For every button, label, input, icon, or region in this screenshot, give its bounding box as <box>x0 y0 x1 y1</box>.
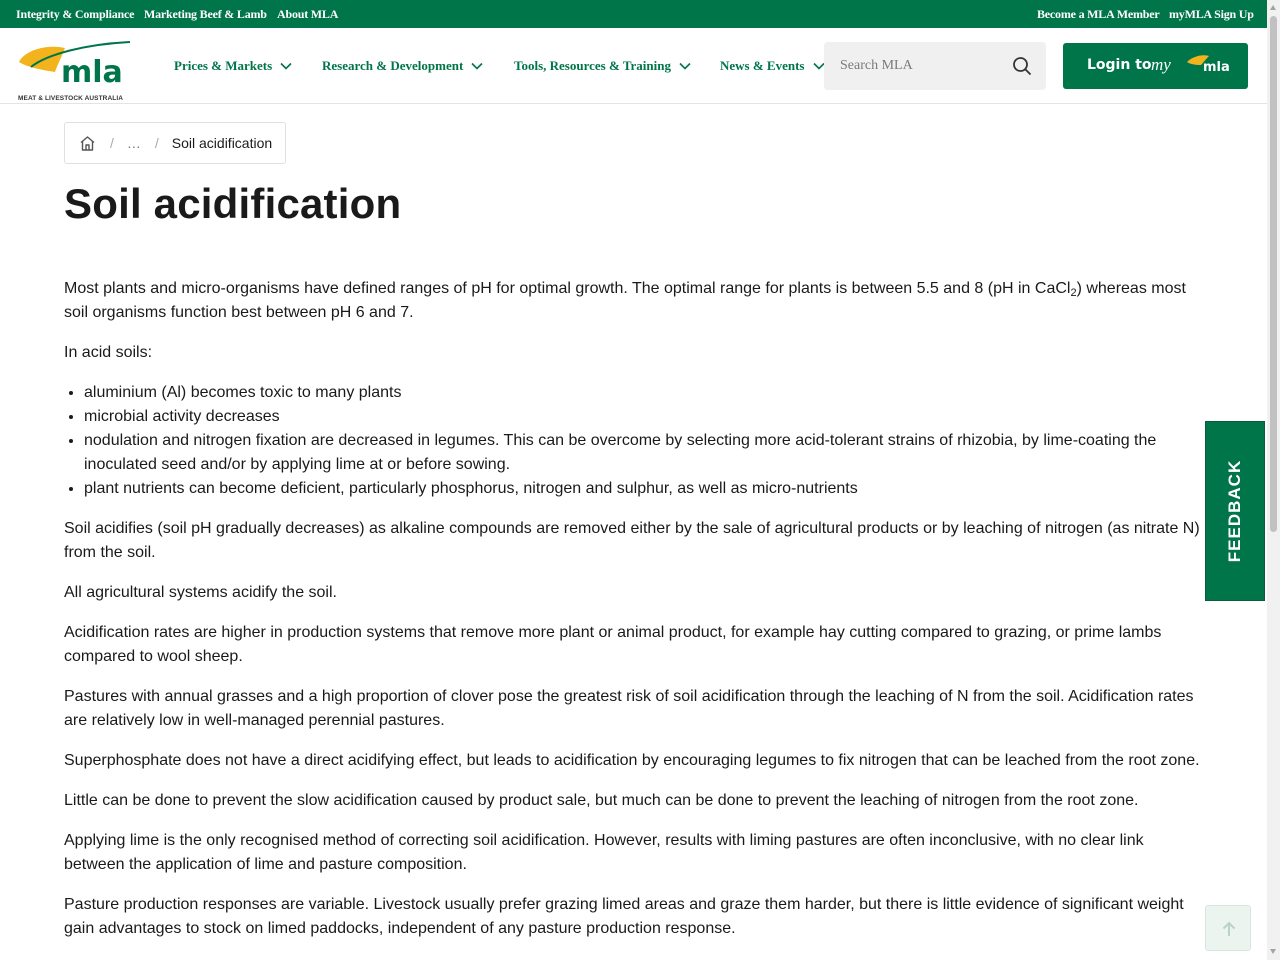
scrollbar-thumb[interactable] <box>1270 16 1277 532</box>
site-header <box>0 28 1267 104</box>
paragraph: Applying lime is the only recognised method of correcting soil acidification. However, results with liming pastures are often inconclusive, with no clear link between the application of lime and pasture composition. <box>64 832 1144 873</box>
chevron-down-icon <box>813 62 825 70</box>
nav-tools-resources-training[interactable] <box>514 58 691 74</box>
nav-tools-resources-training-label: Tools, Resources & Training <box>514 58 671 73</box>
login-mymla-button[interactable] <box>1063 43 1248 89</box>
about-mla-link[interactable]: About MLA <box>277 7 339 21</box>
search-input[interactable] <box>824 42 1004 90</box>
logo-tagline: MEAT & LIVESTOCK AUSTRALIA <box>18 95 124 102</box>
chevron-down-icon <box>280 62 292 70</box>
mla-logo[interactable] <box>17 40 133 102</box>
chevron-down-icon <box>471 62 483 70</box>
breadcrumb <box>64 122 286 164</box>
paragraph: Soil acidifies (soil pH gradually decreases) as alkaline compounds are removed either by the sale of agricultural products or by leaching of nitrogen (as nitrate N) from the soil. <box>64 520 1200 561</box>
paragraph: In acid soils: <box>64 344 153 361</box>
mla-logo-icon <box>17 40 133 94</box>
back-to-top-button[interactable] <box>1205 905 1251 951</box>
mymla-signup-link[interactable]: myMLA Sign Up <box>1169 7 1254 21</box>
login-label: Login to <box>1087 57 1152 73</box>
scroll-down-icon[interactable] <box>1270 949 1276 954</box>
nav-news-events-label: News & Events <box>720 58 805 73</box>
paragraph: Acidification rates are higher in production systems that remove more plant or animal product, for example hay cutting compared to grazing, or prime lambs compared to wool sheep. <box>64 624 1162 665</box>
subscript: 2 <box>1070 287 1077 299</box>
paragraph: Little can be done to prevent the slow acidification caused by product sale, but much can be done to prevent the leaching of nitrogen from the root zone. <box>64 792 1139 809</box>
chevron-down-icon <box>679 62 691 70</box>
login-my-word: my <box>1151 55 1171 74</box>
nav-research-development[interactable] <box>322 58 483 74</box>
integrity-compliance-link[interactable]: Integrity & Compliance <box>16 7 135 21</box>
paragraph-text: ) whereas most soil organisms function best between pH 6 and 7. <box>64 280 1186 321</box>
paragraph: Superphosphate does not have a direct acidifying effect, but leads to acidification by encouraging legumes to fix nitrogen that can be leached from the root zone. <box>64 752 1200 769</box>
nav-research-development-label: Research & Development <box>322 58 464 73</box>
marketing-beef-lamb-link[interactable]: Marketing Beef & Lamb <box>144 7 267 21</box>
utility-bar <box>0 0 1280 28</box>
acid-soil-effects-list <box>84 381 1204 501</box>
list-item: • plant nutrients can become deficient, particularly phosphorus, nitrogen and sulphur, as well as micro-nutrients <box>84 477 1204 501</box>
nav-prices-markets[interactable] <box>174 58 292 74</box>
logo-word: mla <box>61 55 123 90</box>
become-member-link[interactable]: Become a MLA Member <box>1037 7 1160 21</box>
breadcrumb-current: Soil acidification <box>171 135 273 151</box>
home-icon[interactable] <box>79 135 96 152</box>
list-item: • aluminium (Al) becomes toxic to many plants <box>84 381 1204 405</box>
breadcrumb-separator: / <box>154 135 159 151</box>
page-title: Soil acidification <box>64 180 402 227</box>
search-box <box>824 42 1046 90</box>
article-body <box>64 277 1204 957</box>
search-icon[interactable] <box>1012 56 1032 76</box>
feedback-label: FEEDBACK <box>1225 459 1244 563</box>
list-item: • nodulation and nitrogen fixation are decreased in legumes. This can be overcome by selecting more acid-tolerant strains of rhizobia, by lime-coating the inoculated seed and/or by applying lime at or before sowing. <box>84 429 1204 477</box>
paragraph-text: Most plants and micro-organisms have defined ranges of pH for optimal growth. The optimal range for plants is between 5.5 and 8 (pH in CaCl <box>64 280 1071 297</box>
scroll-up-icon[interactable] <box>1270 5 1276 10</box>
paragraph: All agricultural systems acidify the soil. <box>64 584 337 601</box>
breadcrumb-separator: / <box>110 135 114 151</box>
list-item: • microbial activity decreases <box>84 405 1204 429</box>
nav-prices-markets-label: Prices & Markets <box>174 58 273 73</box>
breadcrumb-ellipsis[interactable]: … <box>126 135 141 151</box>
scrollbar[interactable] <box>1267 0 1280 960</box>
paragraph <box>64 277 1204 325</box>
feedback-tab[interactable] <box>1205 421 1265 601</box>
paragraph: Pastures with annual grasses and a high proportion of clover pose the greatest risk of soil acidification through the leaching of N from the soil. Acidification rates are relatively low in well-managed perennial pastures. <box>64 688 1194 729</box>
nav-news-events[interactable] <box>720 58 825 74</box>
login-mla-word: mla <box>1203 60 1230 75</box>
mymla-logo-icon <box>1173 52 1231 78</box>
arrow-up-icon <box>1220 920 1238 938</box>
paragraph: Pasture production responses are variable. Livestock usually prefer grazing limed areas and graze them harder, but there is little evidence of significant weight gain advantages to stock on limed paddocks, independent of any pasture production response. <box>64 896 1184 937</box>
